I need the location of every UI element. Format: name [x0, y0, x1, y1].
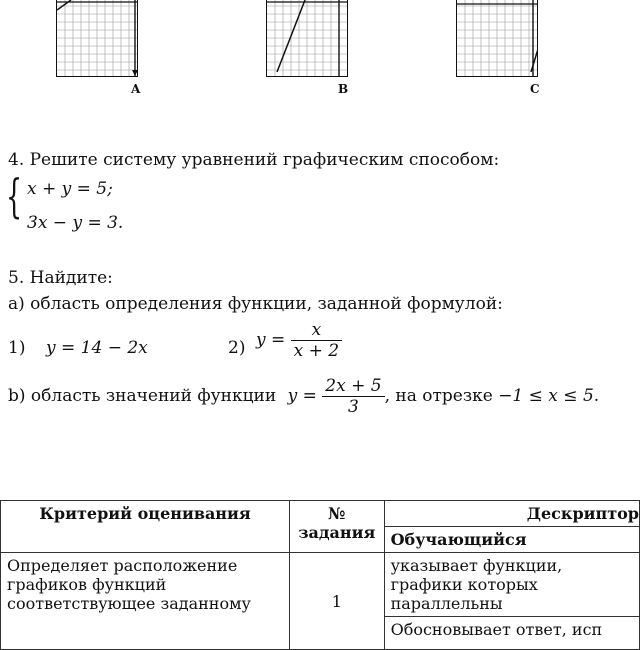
row1-task-number: 1	[290, 553, 385, 650]
header-criterion: Критерий оценивания	[1, 501, 290, 553]
task5-part-b-text: b) область значений функции	[8, 386, 277, 406]
task5-part-b-interval: −1 ≤ x ≤ 5	[498, 386, 594, 406]
task5-part-a: а) область определения функции, заданной формулой:	[8, 294, 503, 314]
task5-part-b-lhs: y =	[287, 386, 317, 406]
task5-f1-number: 1)	[8, 338, 26, 358]
task5-f2-denominator: x + 2	[293, 341, 340, 361]
task5-f2-numerator: x	[291, 320, 342, 341]
task4-eq1: x + y = 5;	[27, 179, 113, 199]
graph-c	[456, 0, 538, 77]
task5-part-b	[8, 376, 599, 417]
task5-part-b-numerator: 2x + 5	[322, 376, 384, 397]
task5-f2-fraction	[291, 320, 342, 361]
graph-c-label: C	[530, 82, 540, 96]
header-student: Обучающийся	[384, 527, 639, 553]
task5-f1: y = 14 − 2x	[46, 338, 148, 358]
graph-a	[56, 0, 138, 77]
graph-b-label: B	[338, 82, 349, 96]
row1-descriptor-1: указывает функции, графики которых параллельны	[384, 553, 639, 617]
task5-part-b-end: .	[593, 386, 600, 406]
graph-b	[266, 0, 348, 77]
task4-title: 4. Решите систему уравнений графическим способом:	[8, 150, 500, 170]
row1-criterion: Определяет расположение графиков функций соответствующее заданному	[1, 553, 290, 650]
task5-title: 5. Найдите:	[8, 268, 113, 288]
criteria-table	[0, 500, 640, 650]
header-task-number: № задания	[290, 501, 385, 553]
task5-part-b-denominator: 3	[348, 397, 359, 417]
task5-f2-lhs: y =	[256, 330, 286, 350]
task5-part-b-fraction	[322, 376, 384, 417]
task5-f2-number: 2)	[228, 338, 246, 358]
row1-descriptor-2: Обосновывает ответ, исп	[384, 617, 639, 650]
header-descriptor: Дескриптор	[384, 501, 639, 527]
task5-part-b-tail: , на отрезке	[384, 386, 493, 406]
task4-eq2: 3x − y = 3.	[27, 213, 124, 233]
graph-a-label: A	[131, 82, 141, 96]
task5-f2	[256, 320, 342, 361]
system-brace: {	[6, 169, 23, 223]
